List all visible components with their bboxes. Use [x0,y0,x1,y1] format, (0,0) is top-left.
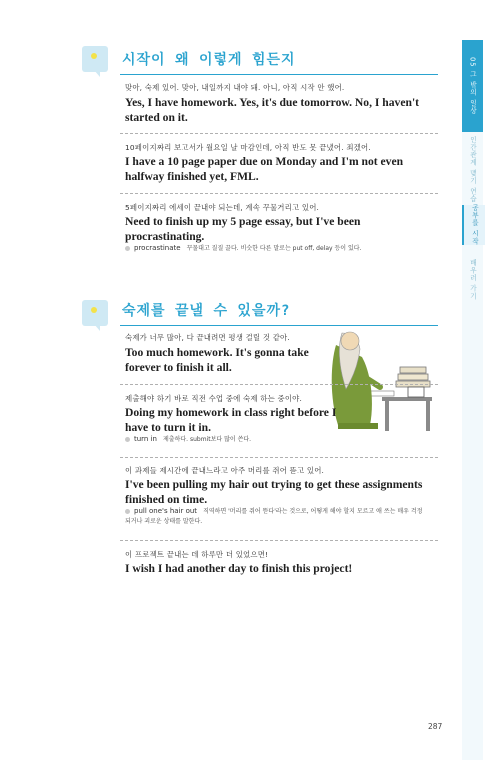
sidebar-tab[interactable] [462,135,483,203]
bullet-icon [125,509,130,514]
korean-sentence: 10페이지짜리 보고서가 월요일 날 마감인데, 아직 반도 못 끝냈어. 죄겠어. [125,143,371,152]
bullet-icon [125,437,130,442]
korean-sentence: 숙제가 너무 많아, 다 끝내려면 평생 걸릴 것 같아. [125,333,290,342]
sidebar-tab-label: 공부를 시작 [470,204,479,246]
vocab-explanation: 꾸물대고 질질 끌다. 비슷한 다른 말로는 put off, delay 등이 있다. [186,245,362,252]
sidebar-tab-label: 배우러 가기 [468,259,477,301]
vocab-term: pull one's hair out [134,507,198,515]
section-title: 숙제를 끝낼 수 있을까? [122,303,291,319]
sidebar-tab-label: 인간관계 맺기 연습 [468,135,477,203]
english-sentence: I wish I had another day to finish this project! [125,562,353,575]
vocab-explanation: 제출하다. submit보다 많이 쓴다. [162,436,252,443]
page-number: 287 [428,722,443,731]
vocab-term: procrastinate [134,244,181,252]
english-sentence: Too much homework. It's gonna take forever to finish it all. [125,346,309,375]
korean-sentence: 이 과제들 제시간에 끝내느라고 아주 머리를 쥐어 뜯고 있어. [125,466,325,475]
speech-bubble-icon [82,300,108,326]
speech-bubble-icon [82,46,108,72]
title-divider [120,74,438,75]
korean-sentence: 제출해야 하기 바로 직전 수업 중에 숙제 하는 중이야. [125,394,303,403]
item-divider [120,384,438,385]
vocab-term: turn in [134,435,157,443]
sidebar-tab[interactable] [462,255,483,305]
sidebar-tab-current[interactable] [462,205,485,245]
vocab-note [125,243,361,254]
korean-sentence: 이 프로젝트 끝내는 데 하루만 더 있었으면! [125,550,269,559]
korean-sentence: 맞아, 숙제 있어. 맞아, 내일까지 내야 돼. 아니, 아직 시작 안 했어. [125,83,345,92]
english-sentence: Yes, I have homework. Yes, it's due tomorrow. No, I haven't started on it. [125,96,420,125]
section-title: 시작이 왜 이렇게 힘든지 [122,52,296,68]
item-divider [120,193,438,194]
item-divider [120,133,438,134]
sidebar-tab-label: 05 그 밖의 일상 [468,57,477,115]
vocab-note [125,434,251,445]
sidebar-tab-active[interactable] [462,40,483,132]
english-sentence: I have a 10 page paper due on Monday and I'm not even halfway finished yet, FML. [125,155,404,184]
vocab-explanation: 직역하면 '머리를 쥐어 뜯다'라는 것으로, 어떻게 해야 할지 모르고 애 쓰는 매우 걱정되거나 괴로운 상태를 말한다. [125,508,423,525]
item-divider [120,540,438,541]
english-sentence: Doing my homework in class right before I have to turn it in. [125,406,337,435]
vocab-note [125,506,425,527]
english-sentence: Need to finish up my 5 page essay, but I've been procrastinating. [125,215,361,244]
item-divider [120,457,438,458]
english-sentence: I've been pulling my hair out trying to get these assignments finished on time. [125,478,423,507]
korean-sentence: 5페이지짜리 에세이 끝내야 되는데, 계속 꾸물거리고 있어. [125,203,320,212]
bullet-icon [125,246,130,251]
